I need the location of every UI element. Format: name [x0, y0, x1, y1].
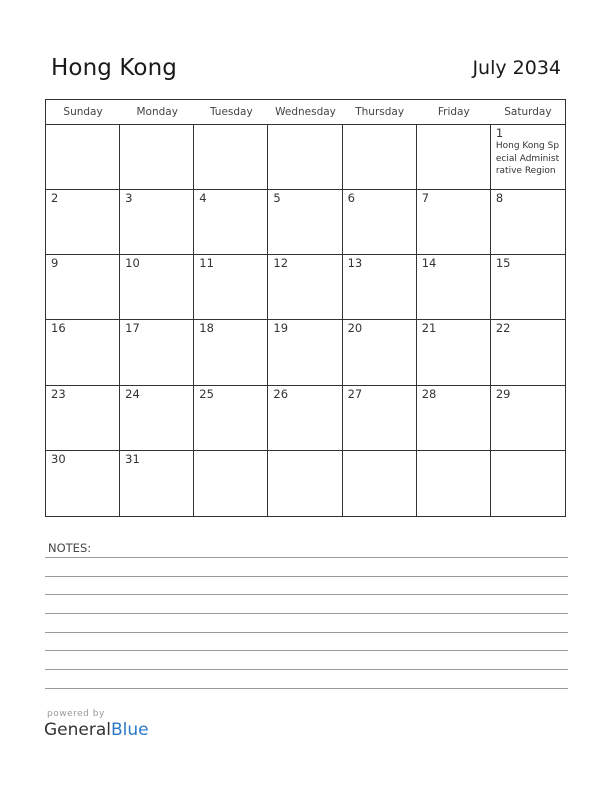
- day-number: 26: [273, 386, 289, 401]
- day-cell[interactable]: [46, 125, 120, 190]
- day-number: 17: [125, 321, 140, 336]
- day-cell[interactable]: [46, 451, 120, 516]
- day-number: 25: [199, 386, 214, 401]
- brand-logo[interactable]: [44, 720, 149, 740]
- day-cell[interactable]: [120, 386, 194, 451]
- day-cell[interactable]: [194, 320, 268, 385]
- day-number: 8: [495, 191, 504, 206]
- day-cell[interactable]: [120, 320, 194, 385]
- day-cell[interactable]: [268, 125, 342, 190]
- weekday-header: Wednesday: [275, 106, 336, 118]
- notes-line: [45, 669, 568, 670]
- day-number: 14: [421, 256, 437, 271]
- day-cell[interactable]: [194, 125, 268, 190]
- notes-line: [45, 688, 568, 689]
- day-number: 12: [273, 256, 289, 271]
- day-cell[interactable]: [268, 190, 342, 255]
- day-number: 23: [51, 386, 66, 401]
- day-cell[interactable]: [417, 190, 491, 255]
- day-number: 20: [347, 321, 363, 336]
- day-cell[interactable]: [46, 255, 120, 320]
- day-cell[interactable]: [343, 386, 417, 451]
- weekday-header: Sunday: [63, 106, 103, 118]
- weekday-header: Friday: [437, 106, 470, 118]
- day-number: 30: [51, 451, 66, 466]
- day-cell[interactable]: [491, 125, 565, 190]
- day-cell[interactable]: [120, 190, 194, 255]
- day-cell[interactable]: [491, 451, 565, 516]
- day-cell[interactable]: [268, 255, 342, 320]
- day-cell[interactable]: [491, 386, 565, 451]
- day-cell[interactable]: [194, 255, 268, 320]
- day-cell[interactable]: [194, 386, 268, 451]
- day-number: 10: [125, 256, 140, 271]
- day-cell[interactable]: [120, 451, 194, 516]
- day-cell[interactable]: [120, 255, 194, 320]
- day-cell[interactable]: [343, 125, 417, 190]
- region-title: Hong Kong: [51, 55, 177, 81]
- notes-line: [45, 650, 568, 651]
- notes-line: [45, 594, 568, 595]
- day-number: 2: [51, 191, 59, 206]
- day-number: 29: [495, 386, 511, 401]
- day-cell[interactable]: [46, 386, 120, 451]
- day-number: 4: [199, 191, 207, 206]
- day-cell[interactable]: [417, 255, 491, 320]
- weekday-header: Tuesday: [209, 106, 253, 118]
- day-cell[interactable]: [417, 386, 491, 451]
- day-cell[interactable]: [268, 386, 342, 451]
- day-cell[interactable]: [343, 320, 417, 385]
- day-number: 18: [199, 321, 214, 336]
- day-number: 22: [495, 321, 511, 336]
- weekday-header-row: [46, 100, 565, 125]
- day-cell[interactable]: [194, 190, 268, 255]
- day-number: 1: [495, 126, 504, 140]
- day-number: 11: [199, 256, 214, 271]
- day-cell[interactable]: [268, 320, 342, 385]
- notes-line: [45, 613, 568, 614]
- brand-general: General: [44, 720, 111, 740]
- day-cell[interactable]: [343, 255, 417, 320]
- day-cell[interactable]: [491, 255, 565, 320]
- holiday-event: Hong Kong Special Administrative Region: [495, 141, 560, 176]
- day-number: 16: [51, 321, 66, 336]
- notes-line: [45, 632, 568, 633]
- day-cell[interactable]: [343, 451, 417, 516]
- day-cell[interactable]: [46, 190, 120, 255]
- day-number: 27: [347, 386, 363, 401]
- powered-by-text: powered by: [47, 709, 105, 719]
- day-cell[interactable]: [417, 451, 491, 516]
- day-number: 7: [421, 191, 430, 206]
- day-cell[interactable]: [417, 125, 491, 190]
- brand-blue: Blue: [111, 720, 149, 740]
- day-cell[interactable]: [343, 190, 417, 255]
- day-number: 31: [125, 451, 140, 466]
- day-cell[interactable]: [46, 320, 120, 385]
- day-cell[interactable]: [417, 320, 491, 385]
- day-cell[interactable]: [268, 451, 342, 516]
- weekday-header: Saturday: [504, 106, 552, 118]
- notes-line: [45, 576, 568, 577]
- day-number: 21: [421, 321, 437, 336]
- notes-label: NOTES:: [48, 541, 92, 555]
- day-number: 28: [421, 386, 437, 401]
- day-number: 3: [125, 191, 133, 206]
- calendar-body: [46, 125, 565, 516]
- day-number: 24: [125, 386, 140, 401]
- day-cell[interactable]: [120, 125, 194, 190]
- weekday-header: Thursday: [355, 106, 405, 118]
- day-number: 13: [347, 256, 363, 271]
- month-title: July 2034: [472, 57, 561, 79]
- day-number: 6: [347, 191, 355, 206]
- notes-line: [45, 557, 568, 558]
- day-cell[interactable]: [491, 320, 565, 385]
- day-number: 5: [273, 191, 281, 206]
- day-number: 19: [273, 321, 289, 336]
- day-number: 15: [495, 256, 511, 271]
- day-cell[interactable]: [491, 190, 565, 255]
- weekday-header: Monday: [136, 106, 178, 118]
- day-number: 9: [51, 256, 59, 271]
- day-cell[interactable]: [194, 451, 268, 516]
- calendar-grid: [45, 99, 566, 517]
